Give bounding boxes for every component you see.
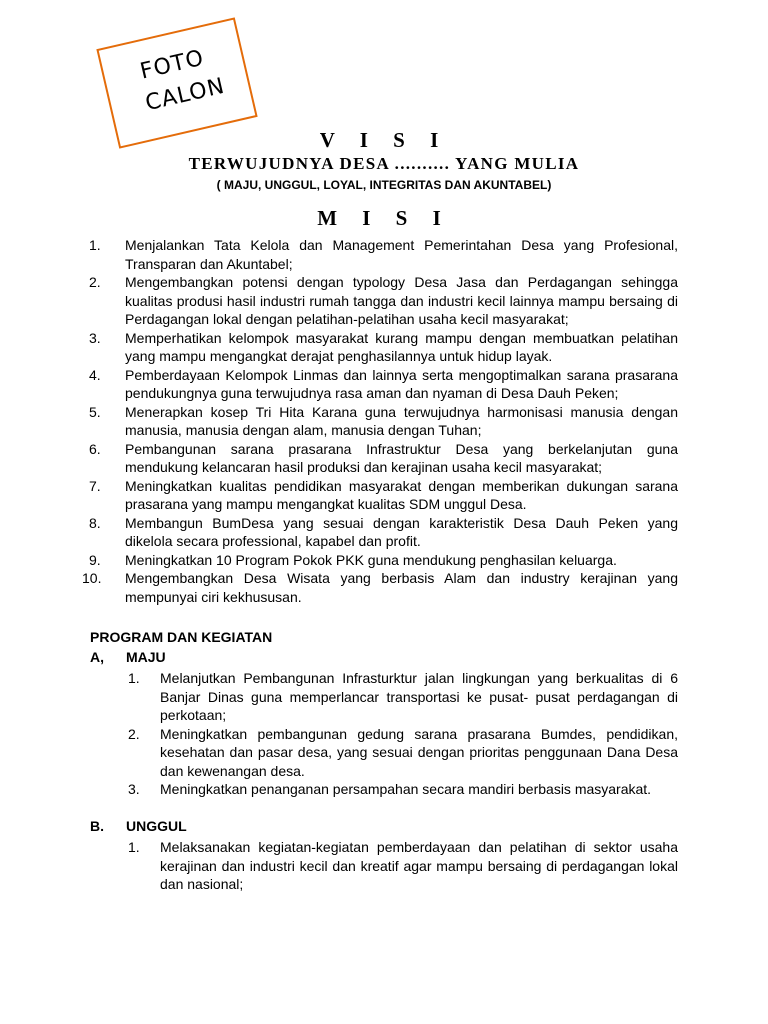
program-item-number: 2. (128, 725, 140, 742)
misi-item-text: Meningkatkan kualitas pendidikan masyarakat dengan memberikan dukungan sarana prasarana yang mampu mengangkat kualitas SDM unggul Desa. (125, 477, 678, 512)
misi-item (89, 477, 678, 514)
visi-statement: TERWUJUDNYA DESA .......... YANG MULIA (188, 154, 580, 173)
program-item (128, 669, 678, 725)
section-a-label: A, (90, 649, 104, 665)
program-item (128, 780, 678, 799)
misi-item (89, 403, 678, 440)
program-item-text: Meningkatkan penanganan persampahan secara mandiri berbasis masyarakat. (160, 781, 652, 797)
misi-item (89, 273, 678, 329)
program-item-number: 3. (128, 781, 140, 797)
section-b-label: B. (90, 818, 104, 834)
misi-item-text: Menjalankan Tata Kelola dan Management Pemerintahan Desa yang Profesional, Transparan dan Akuntabel; (125, 237, 678, 272)
visi-values: ( MAJU, UNGGUL, LOYAL, INTEGRITAS DAN AKUNTABEL) (216, 178, 552, 192)
misi-title: M I S I (317, 206, 451, 230)
misi-item-number: 4. (89, 366, 101, 383)
program-item-number: 1. (128, 670, 140, 686)
misi-item-text: Mengembangkan potensi dengan typology Desa Jasa dan Perdagangan sehingga kualitas produsi hasil industri rumah tangga dan industri kecil lainnya mampu bersaing di Perdagangan lokal dengan pelatihan-pelatihan usaha kecil masyarakat; (125, 274, 678, 327)
visi-title: V I S I (319, 128, 449, 152)
program-item-text: Melaksanakan kegiatan-kegiatan pemberdayaan dan pelatihan di sektor usaha kerajinan dan industri kecil dan kreatif agar mampu bersaing di perdagangan lokal dan nasional; (160, 839, 678, 892)
misi-item (89, 236, 678, 273)
section-a-list (0, 669, 768, 799)
misi-item-text: Meningkatkan 10 Program Pokok PKK guna mendukung penghasilan keluarga. (125, 551, 617, 568)
misi-item-number: 10. (82, 570, 102, 586)
section-a-title: MAJU (126, 649, 166, 665)
program-item-text: Meningkatkan pembangunan gedung sarana prasarana Bumdes, pendidikan, kesehatan dan pasar desa, yang sesuai dengan prioritas penggunaan Dana Desa dan kewenangan desa. (160, 725, 678, 779)
misi-item (89, 440, 678, 477)
misi-item-number: 1. (89, 237, 101, 253)
misi-item-number: 3. (89, 329, 101, 346)
misi-item-number: 7. (89, 477, 101, 494)
misi-item (89, 329, 678, 366)
photo-label-line2: CALON (143, 73, 228, 117)
misi-list (0, 236, 768, 606)
misi-item (82, 569, 678, 606)
program-item (128, 838, 678, 894)
section-b-title: UNGGUL (126, 818, 187, 834)
misi-item-text: Menerapkan kosep Tri Hita Karana guna terwujudnya harmonisasi manusia dengan manusia, manusia dengan alam, manusia dengan Tuhan; (125, 403, 678, 438)
program-item-text: Melanjutkan Pembangunan Infrasturktur jalan lingkungan yang berkualitas di 6 Banjar Dinas guna memperlancar transportasi ke pusat- pusat perdagangan di perkotaan; (160, 670, 678, 723)
misi-item-number: 2. (89, 274, 101, 290)
misi-item-number: 5. (89, 403, 101, 420)
misi-item-number: 6. (89, 440, 101, 457)
misi-item-number: 9. (89, 551, 101, 568)
misi-item (89, 514, 678, 551)
misi-item-text: Membangun BumDesa yang sesuai dengan karakteristik Desa Dauh Peken yang dikelola secara professional, kapabel dan profit. (125, 514, 678, 549)
program-heading: PROGRAM DAN KEGIATAN (90, 629, 273, 645)
misi-item-text: Pembangunan sarana prasarana Infrastruktur Desa yang berkelanjutan guna mendukung kelancaran hasil produksi dan kerajinan usaha kecil masyarakat; (125, 440, 678, 475)
misi-item-text: Memperhatikan kelompok masyarakat kurang mampu dengan membuatkan pelatihan yang mampu mengangkat derajat penghasilannya untuk hidup layak. (125, 329, 678, 364)
misi-item (89, 551, 678, 570)
section-a-heading (90, 649, 166, 665)
section-b-list (0, 838, 768, 894)
misi-item-text: Mengembangkan Desa Wisata yang berbasis Alam dan industry kerajinan yang mempunyai ciri kekhususan. (125, 570, 678, 605)
misi-item-number: 8. (89, 514, 101, 531)
program-item (128, 725, 678, 781)
misi-item (89, 366, 678, 403)
misi-item-text: Pemberdayaan Kelompok Linmas dan lainnya serta mengoptimalkan sarana prasarana pendukungnya guna terwujudnya rasa aman dan nyaman di Desa Dauh Peken; (125, 366, 678, 401)
section-b-heading (90, 818, 187, 834)
program-item-number: 1. (128, 839, 140, 855)
photo-label-line1: FOTO (137, 45, 207, 85)
